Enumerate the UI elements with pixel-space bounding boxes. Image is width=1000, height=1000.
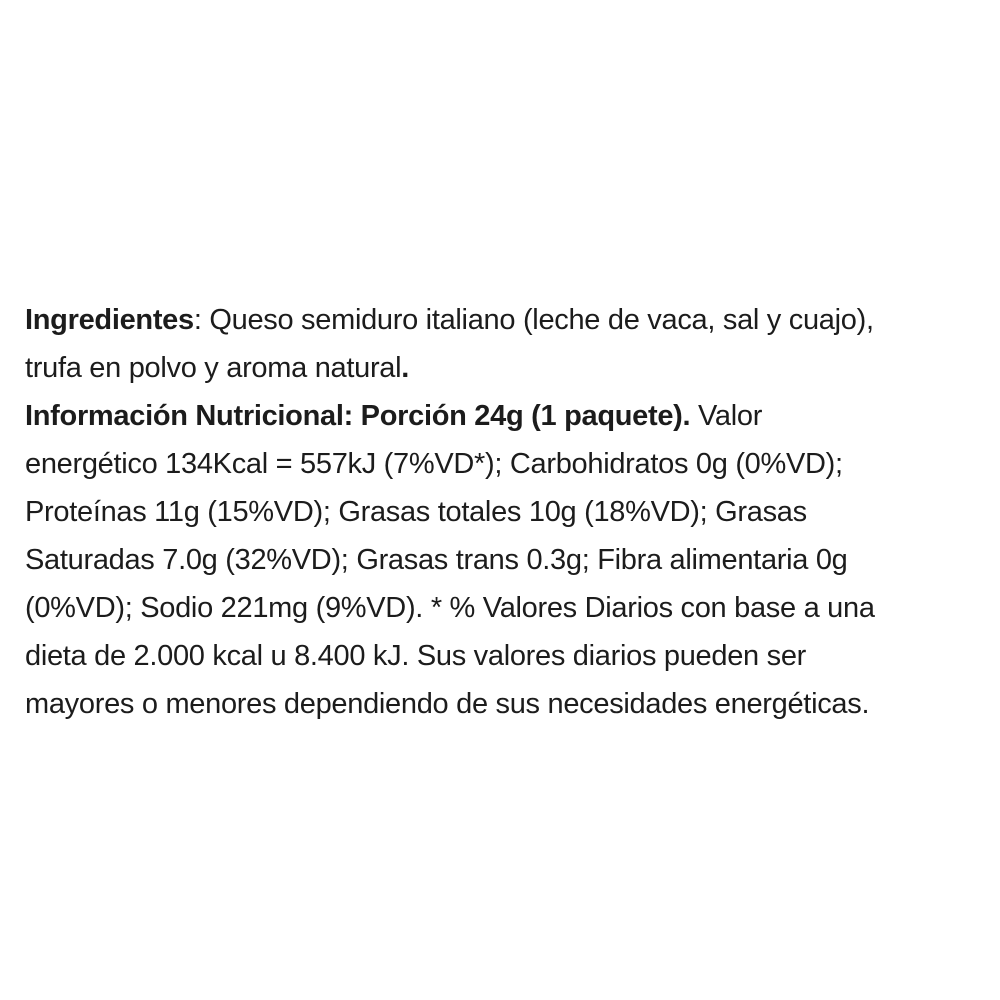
- nutrition-line-1: [25, 392, 975, 440]
- nutrition-line-6: dieta de 2.000 kcal u 8.400 kJ. Sus valores diarios pueden ser: [25, 640, 807, 672]
- ingredients-heading: Ingredientes: [25, 304, 194, 336]
- nutrition-line-3: Proteínas 11g (15%VD); Grasas totales 10g (18%VD); Grasas: [25, 496, 807, 528]
- ingredients-text-2: trufa en polvo y aroma natural: [25, 352, 402, 384]
- nutrition-text-1: Valor: [690, 400, 763, 432]
- nutrition-line-4: Saturadas 7.0g (32%VD); Grasas trans 0.3g; Fibra alimentaria 0g: [25, 544, 848, 576]
- nutrition-line-2: energético 134Kcal = 557kJ (7%VD*); Carbohidratos 0g (0%VD);: [25, 448, 843, 480]
- nutrition-line-5: (0%VD); Sodio 221mg (9%VD). * % Valores Diarios con base a una: [25, 592, 875, 624]
- ingredients-line-1: [25, 296, 975, 344]
- nutrition-heading: Información Nutricional: Porción 24g (1 paquete).: [25, 400, 691, 432]
- ingredients-paragraph: [25, 296, 975, 392]
- ingredients-text-1: : Queso semiduro italiano (leche de vaca, sal y cuajo),: [193, 304, 874, 336]
- product-label-text: [25, 296, 975, 728]
- ingredients-line-2: [25, 344, 975, 392]
- nutrition-line-7: mayores o menores dependiendo de sus necesidades energéticas.: [25, 688, 870, 720]
- ingredients-period: .: [401, 352, 410, 384]
- nutrition-paragraph: [25, 392, 975, 728]
